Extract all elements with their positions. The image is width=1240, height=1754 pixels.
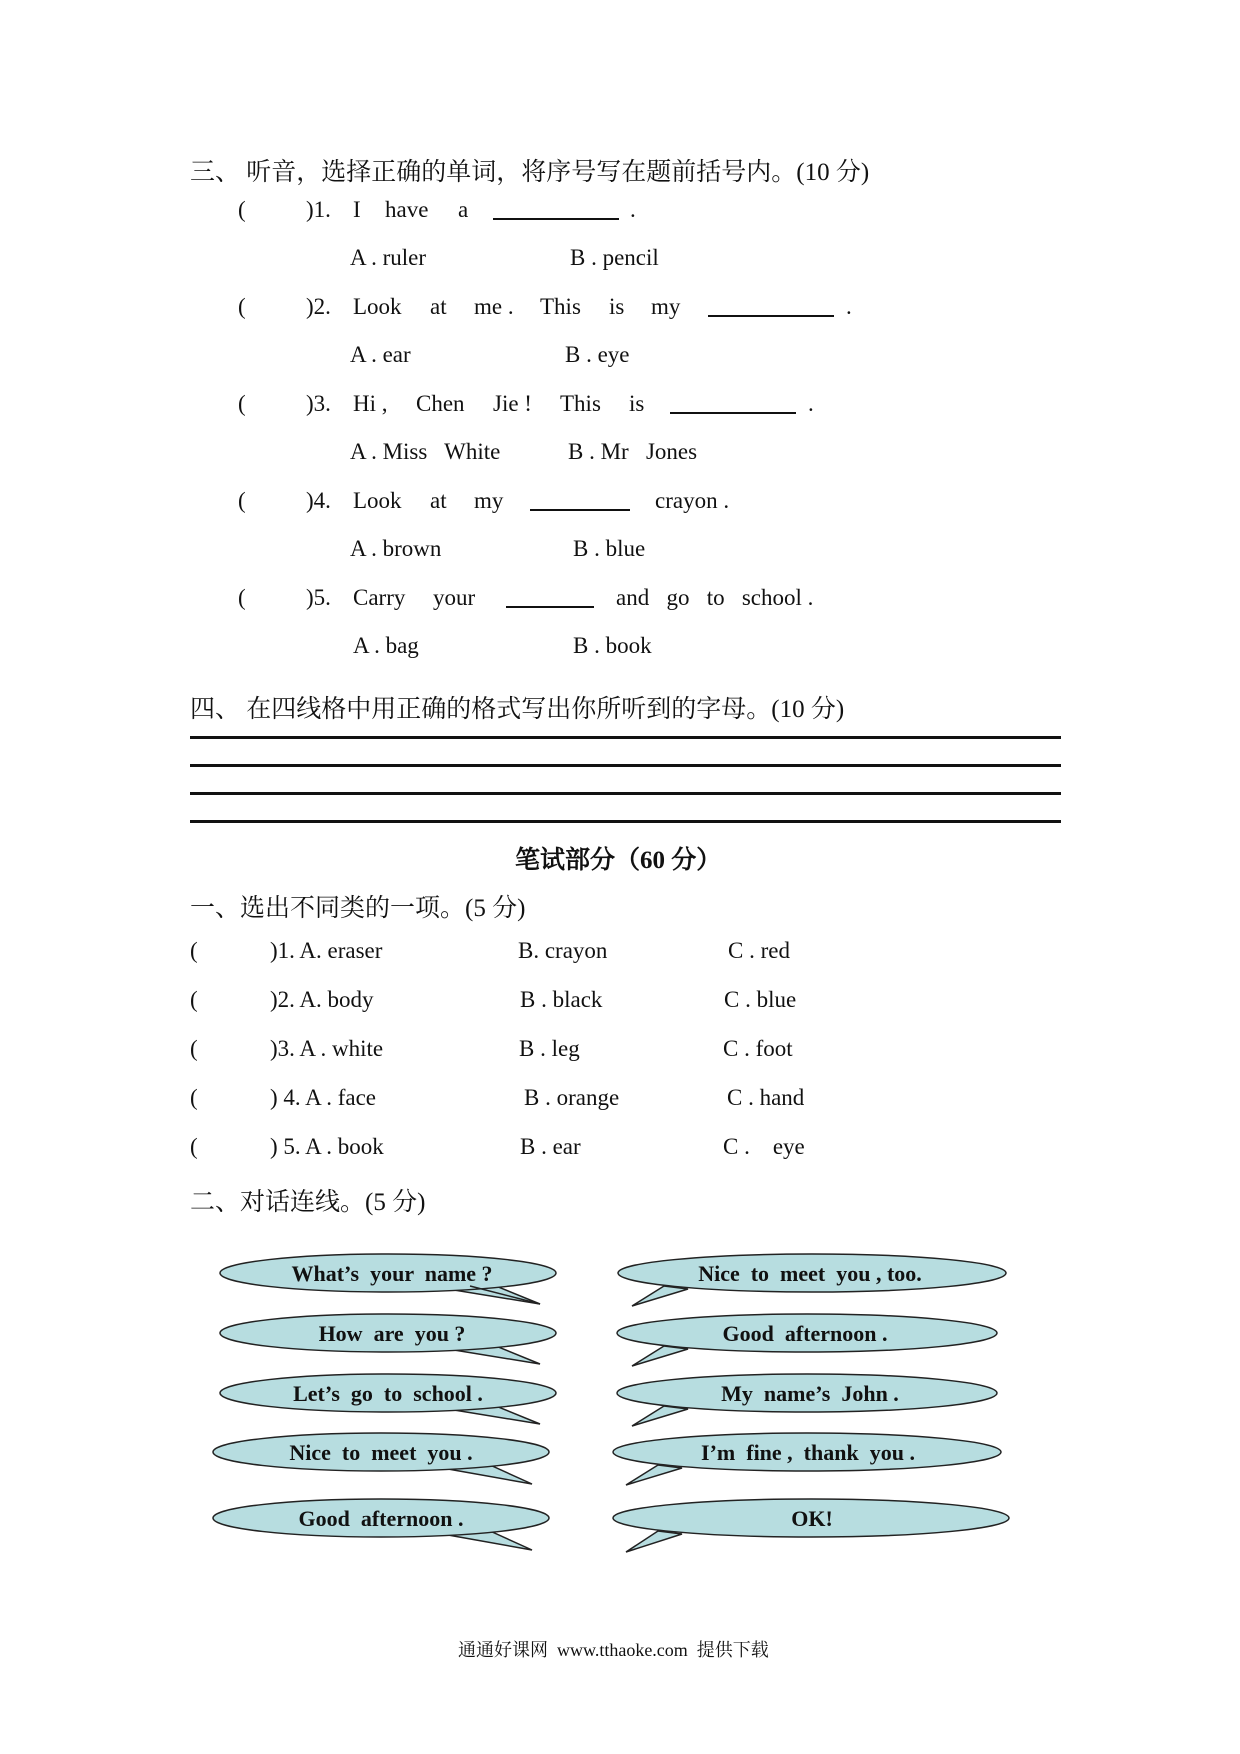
option-a: A . bag — [353, 633, 419, 658]
section3-heading: 三、 听音，选择正确的单词，将序号写在题前括号内。(10 分) — [190, 159, 870, 186]
question-word: Jie ! — [493, 391, 532, 416]
question-word: and go to school . — [616, 585, 814, 610]
bubble-text: Good afternoon . — [298, 1506, 464, 1531]
answer-paren: ( — [238, 585, 246, 610]
speech-bubble-left-5[interactable] — [213, 1499, 549, 1550]
bubble-text: I’m fine , thank you . — [701, 1440, 915, 1465]
option-b: B . Mr Jones — [568, 439, 698, 464]
question-word: Carry — [353, 585, 406, 610]
option-a: A . Miss White — [350, 439, 501, 464]
footer-text: 通通好课网 www.tthaoke.com 提供下载 — [458, 1640, 769, 1660]
option-b: B . orange — [524, 1085, 620, 1110]
option-a: )2. A. body — [270, 987, 374, 1012]
answer-paren: ( — [190, 938, 198, 963]
question-word: Look — [353, 488, 402, 513]
option-a: )1. A. eraser — [270, 938, 383, 963]
section4-heading: 四、 在四线格中用正确的格式写出你所听到的字母。(10 分) — [190, 696, 845, 723]
option-c: C . foot — [723, 1036, 793, 1061]
option-b: B. crayon — [518, 938, 608, 963]
option-a: ) 4. A . face — [270, 1085, 377, 1110]
option-c: C . hand — [727, 1085, 805, 1110]
speech-bubble-right-5[interactable] — [613, 1499, 1009, 1552]
option-a: ) 5. A . book — [270, 1134, 384, 1159]
option-b: B . black — [520, 987, 603, 1012]
speech-bubble-left-1[interactable] — [220, 1254, 556, 1304]
question-number: )2. — [306, 294, 331, 319]
answer-paren: ( — [190, 1036, 198, 1061]
speech-bubble-right-2[interactable] — [617, 1314, 997, 1366]
question-word: crayon . — [655, 488, 730, 513]
question-word: This — [540, 294, 581, 319]
question-number: )5. — [306, 585, 331, 610]
option-b: B . blue — [573, 536, 646, 561]
option-c: C . red — [728, 938, 790, 963]
question-period: . — [630, 197, 636, 222]
question-word: a — [458, 197, 469, 222]
question-number: )3. — [306, 391, 331, 416]
bubble-text: What’s your name ? — [291, 1261, 493, 1286]
question-word: Hi , — [353, 391, 388, 416]
option-c: C . blue — [724, 987, 797, 1012]
option-a: )3. A . white — [270, 1036, 384, 1061]
question-number: )1. — [306, 197, 331, 222]
answer-paren: ( — [238, 197, 246, 222]
option-a: A . brown — [350, 536, 442, 561]
question-word: at — [430, 488, 447, 513]
bubble-text: Let’s go to school . — [293, 1381, 483, 1406]
option-c: C . eye — [723, 1134, 805, 1159]
bubble-text: Good afternoon . — [722, 1321, 888, 1346]
question-period: . — [808, 391, 814, 416]
bubble-text: OK! — [791, 1506, 833, 1531]
option-a: A . ruler — [350, 245, 427, 270]
question-number: )4. — [306, 488, 331, 513]
speech-bubble-right-1[interactable] — [618, 1254, 1006, 1306]
option-b: B . eye — [565, 342, 630, 367]
question-word: at — [430, 294, 447, 319]
question-word: my — [651, 294, 681, 319]
speech-bubble-left-2[interactable] — [220, 1314, 556, 1364]
speech-bubble-left-4[interactable] — [213, 1433, 549, 1484]
question-word: is — [629, 391, 645, 416]
question-word: my — [474, 488, 504, 513]
speech-bubble-right-4[interactable] — [613, 1433, 1001, 1485]
option-b: B . leg — [519, 1036, 580, 1061]
part2-heading: 二、对话连线。(5 分) — [190, 1189, 426, 1216]
answer-paren: ( — [190, 1134, 198, 1159]
bubble-text: My name’s John . — [721, 1381, 899, 1406]
speech-bubble-right-3[interactable] — [617, 1374, 997, 1426]
answer-paren: ( — [190, 987, 198, 1012]
question-word: your — [433, 585, 476, 610]
option-b: B . book — [573, 633, 652, 658]
option-a: A . ear — [350, 342, 411, 367]
question-word: This — [560, 391, 601, 416]
question-word: Chen — [416, 391, 465, 416]
speech-bubble-left-3[interactable] — [220, 1374, 556, 1424]
bubble-text: Nice to meet you . — [289, 1440, 473, 1465]
answer-paren: ( — [238, 294, 246, 319]
answer-paren: ( — [238, 391, 246, 416]
option-b: B . pencil — [570, 245, 659, 270]
question-word: Look — [353, 294, 402, 319]
question-word: have — [385, 197, 429, 222]
bubble-text: How are you ? — [318, 1321, 466, 1346]
answer-paren: ( — [238, 488, 246, 513]
question-word: me . — [474, 294, 514, 319]
part1-heading: 一、选出不同类的一项。(5 分) — [190, 895, 526, 922]
bubble-text: Nice to meet you , too. — [698, 1261, 922, 1286]
answer-paren: ( — [190, 1085, 198, 1110]
question-period: . — [846, 294, 852, 319]
question-word: I — [353, 197, 361, 222]
question-word: is — [609, 294, 625, 319]
written-section-title: 笔试部分（60 分） — [515, 847, 722, 874]
option-b: B . ear — [520, 1134, 581, 1159]
